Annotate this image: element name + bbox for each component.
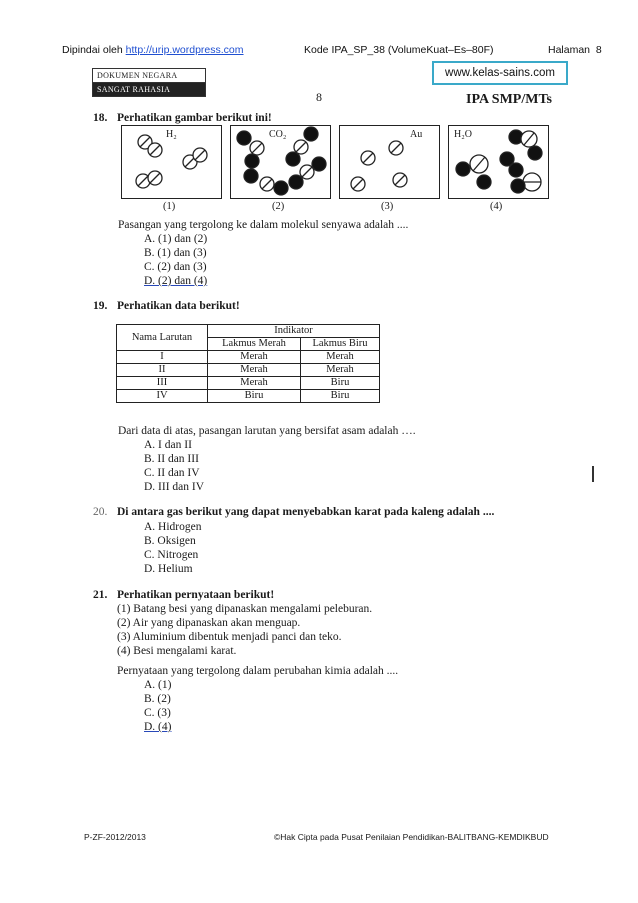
co2-molecules-drawing bbox=[231, 126, 330, 198]
cell-solution: IV bbox=[117, 390, 208, 403]
cell-blue-litmus: Merah bbox=[301, 351, 380, 364]
col-header-blue-litmus: Lakmus Biru bbox=[301, 338, 380, 351]
q20-option-a[interactable]: A. Hidrogen bbox=[144, 521, 202, 533]
stamp-line-2: SANGAT RAHASIA bbox=[93, 83, 205, 96]
gold-atoms-drawing bbox=[340, 126, 439, 198]
margin-mark bbox=[592, 466, 594, 482]
q21-statement-1: (1) Batang besi yang dipanaskan mengalami peleburan. bbox=[117, 603, 373, 615]
q18-option-a[interactable]: A. (1) dan (2) bbox=[144, 233, 208, 245]
q20-option-b[interactable]: B. Oksigen bbox=[144, 535, 196, 547]
q18-number: 18. bbox=[93, 112, 108, 124]
cell-blue-litmus: Biru bbox=[301, 390, 380, 403]
document-code: Kode IPA_SP_38 (VolumeKuat–Es–80F) bbox=[304, 44, 494, 56]
page-number: 8 bbox=[316, 90, 322, 104]
molecule-label-3: Au bbox=[410, 129, 423, 140]
scan-credit bbox=[62, 44, 244, 56]
q18-option-d[interactable]: D. (2) dan (4) bbox=[144, 275, 208, 287]
q21-number: 21. bbox=[93, 589, 108, 601]
classification-stamp bbox=[92, 68, 206, 97]
q18-heading: Perhatikan gambar berikut ini! bbox=[117, 112, 272, 124]
cell-blue-litmus: Merah bbox=[301, 364, 380, 377]
cell-red-litmus: Merah bbox=[208, 351, 301, 364]
table-row bbox=[117, 377, 380, 390]
stamp-line-1: DOKUMEN NEGARA bbox=[93, 69, 205, 83]
molecule-label-2: CO₂ bbox=[269, 129, 287, 140]
col-header-name: Nama Larutan bbox=[117, 325, 208, 351]
cell-blue-litmus: Biru bbox=[301, 377, 380, 390]
q21-option-b[interactable]: B. (2) bbox=[144, 693, 171, 705]
col-header-indicator: Indikator bbox=[208, 325, 380, 338]
indicator-table bbox=[116, 324, 380, 403]
q20-heading: Di antara gas berikut yang dapat menyebabkan karat pada kaleng adalah .... bbox=[117, 506, 495, 518]
q19-heading: Perhatikan data berikut! bbox=[117, 300, 240, 312]
q19-option-c[interactable]: C. II dan IV bbox=[144, 467, 200, 479]
molecule-label-1: H₂ bbox=[166, 129, 177, 140]
table-row bbox=[117, 351, 380, 364]
molecule-caption-2: (2) bbox=[272, 201, 285, 212]
q19-question: Dari data di atas, pasangan larutan yang bersifat asam adalah …. bbox=[118, 425, 416, 437]
q21-heading: Perhatikan pernyataan berikut! bbox=[117, 589, 275, 601]
cell-red-litmus: Merah bbox=[208, 364, 301, 377]
q19-option-d[interactable]: D. III dan IV bbox=[144, 481, 205, 493]
cell-solution: III bbox=[117, 377, 208, 390]
page-indicator bbox=[548, 44, 602, 56]
q19-number: 19. bbox=[93, 300, 108, 312]
scan-credit-label: Dipindai oleh bbox=[62, 44, 123, 56]
q18-option-c[interactable]: C. (2) dan (3) bbox=[144, 261, 207, 273]
q19-option-a[interactable]: A. I dan II bbox=[144, 439, 192, 451]
q21-option-c[interactable]: C. (3) bbox=[144, 707, 171, 719]
q20-number: 20. bbox=[93, 506, 108, 518]
q21-statement-2: (2) Air yang dipanaskan akan menguap. bbox=[117, 617, 301, 629]
molecule-label-4: H₂O bbox=[454, 129, 472, 140]
cell-red-litmus: Merah bbox=[208, 377, 301, 390]
q20-option-d[interactable]: D. Helium bbox=[144, 563, 193, 575]
q18-question: Pasangan yang tergolong ke dalam molekul senyawa adalah .... bbox=[118, 219, 409, 231]
molecule-box-1 bbox=[121, 125, 222, 199]
footer-copyright: ©Hak Cipta pada Pusat Penilaian Pendidikan-BALITBANG-KEMDIKBUD bbox=[274, 832, 549, 842]
q21-statement-3: (3) Aluminium dibentuk menjadi panci dan teko. bbox=[117, 631, 342, 643]
table-row bbox=[117, 390, 380, 403]
q21-question: Pernyataan yang tergolong dalam perubahan kimia adalah .... bbox=[117, 665, 399, 677]
subject-title: IPA SMP/MTs bbox=[466, 92, 552, 107]
table-row bbox=[117, 364, 380, 377]
cell-solution: I bbox=[117, 351, 208, 364]
q21-statement-4: (4) Besi mengalami karat. bbox=[117, 645, 237, 657]
molecule-box-4 bbox=[448, 125, 549, 199]
cell-solution: II bbox=[117, 364, 208, 377]
q19-option-b[interactable]: B. II dan III bbox=[144, 453, 199, 465]
molecule-caption-3: (3) bbox=[381, 201, 394, 212]
cell-red-litmus: Biru bbox=[208, 390, 301, 403]
molecule-caption-4: (4) bbox=[490, 201, 503, 212]
water-molecules-drawing bbox=[449, 126, 548, 198]
molecule-box-2 bbox=[230, 125, 331, 199]
q21-option-a[interactable]: A. (1) bbox=[144, 679, 172, 691]
molecule-box-3 bbox=[339, 125, 440, 199]
q20-option-c[interactable]: C. Nitrogen bbox=[144, 549, 199, 561]
col-header-red-litmus: Lakmus Merah bbox=[208, 338, 301, 351]
q21-option-d[interactable]: D. (4) bbox=[144, 721, 172, 733]
source-link[interactable]: http://urip.wordpress.com bbox=[125, 44, 244, 56]
q18-option-b[interactable]: B. (1) dan (3) bbox=[144, 247, 207, 259]
site-watermark: www.kelas-sains.com bbox=[432, 61, 568, 85]
footer-code: P-ZF-2012/2013 bbox=[84, 832, 146, 842]
page-indicator-number: 8 bbox=[595, 44, 602, 56]
h2-molecules-drawing bbox=[122, 126, 221, 198]
page-indicator-label: Halaman bbox=[548, 44, 591, 56]
molecule-caption-1: (1) bbox=[163, 201, 176, 212]
